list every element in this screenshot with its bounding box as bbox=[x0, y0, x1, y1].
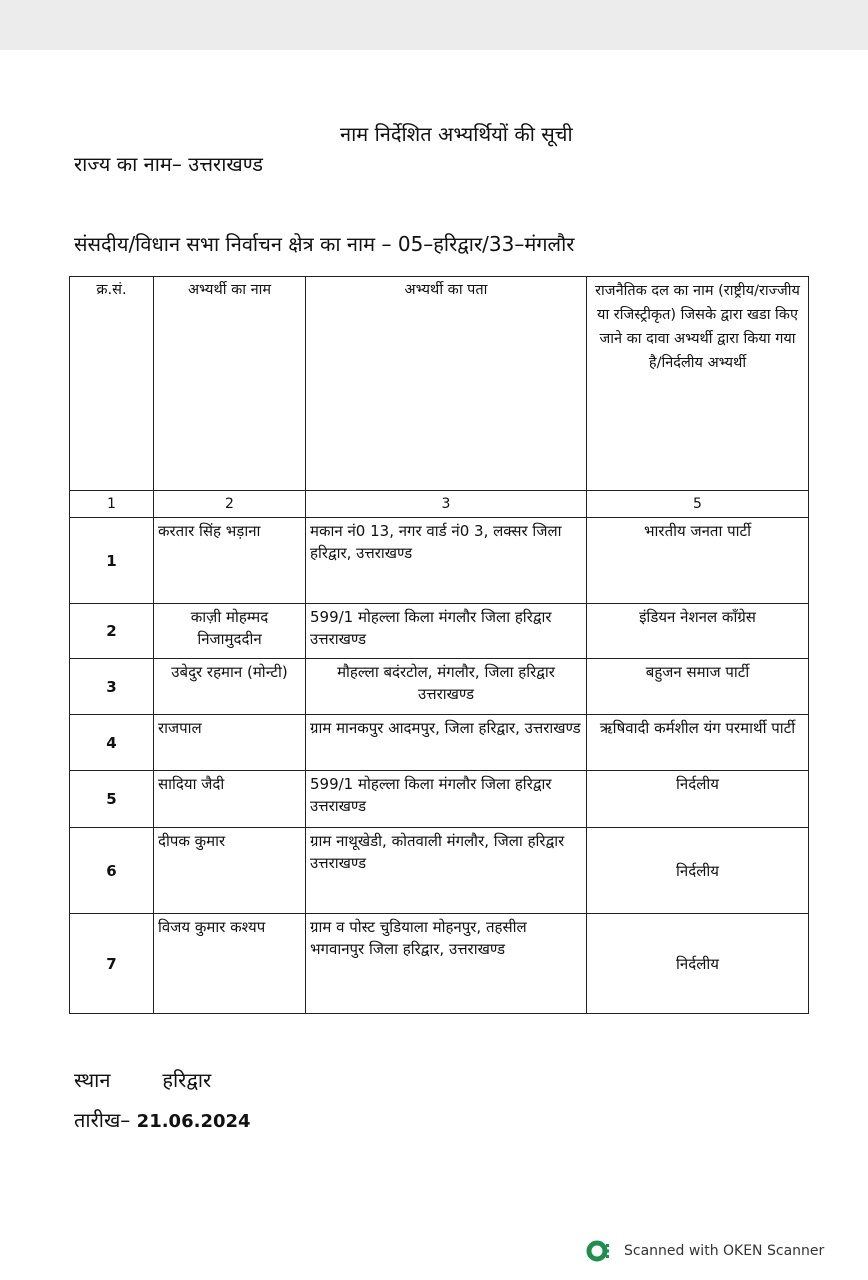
candidate-address: ग्राम नाथूखेडी, कोतवाली मंगलौर, जिला हरिद्वार उत्तराखण्ड bbox=[306, 828, 587, 914]
state-name-line: राज्य का नाम– उत्तराखण्ड bbox=[74, 152, 263, 176]
candidate-party: निर्दलीय bbox=[587, 914, 809, 1014]
candidate-address: 599/1 मोहल्ला किला मंगलौर जिला हरिद्वार उत्तराखण्ड bbox=[306, 771, 587, 828]
candidate-name: करतार सिंह भड़ाना bbox=[154, 518, 306, 604]
candidate-party: निर्दलीय bbox=[587, 828, 809, 914]
constituency-line: संसदीय/विधान सभा निर्वाचन क्षेत्र का नाम – 05–हरिद्वार/33–मंगलौर bbox=[74, 232, 575, 256]
candidate-address: मौहल्ला बदंरटोल, मंगलौर, जिला हरिद्वार उत्तराखण्ड bbox=[306, 659, 587, 715]
col-number: 3 bbox=[306, 491, 587, 518]
col-number: 1 bbox=[70, 491, 154, 518]
document-title: नाम निर्देशित अभ्यर्थियों की सूची bbox=[340, 122, 573, 146]
table-row bbox=[70, 659, 809, 715]
row-sno: 2 bbox=[70, 604, 154, 659]
table-header-row bbox=[70, 277, 809, 491]
table-row bbox=[70, 604, 809, 659]
column-number-row bbox=[70, 491, 809, 518]
candidate-address: ग्राम मानकपुर आदमपुर, जिला हरिद्वार, उत्तराखण्ड bbox=[306, 715, 587, 771]
candidate-party: निर्दलीय bbox=[587, 771, 809, 828]
candidate-party: ऋषिवादी कर्मशील यंग परमार्थी पार्टी bbox=[587, 715, 809, 771]
place-label: स्थान bbox=[74, 1068, 111, 1092]
candidate-party: भारतीय जनता पार्टी bbox=[587, 518, 809, 604]
header-party: राजनैतिक दल का नाम (राष्ट्रीय/राज्जीय या रजिस्ट्रीकृत) जिसके द्वारा खडा किए जाने का दावा अभ्यर्थी द्वारा किया गया है/निर्दलीय अभ्यर्थी bbox=[587, 277, 809, 491]
candidate-address: ग्राम व पोस्ट चुडियाला मोहनपुर, तहसील भगवानपुर जिला हरिद्वार, उत्तराखण्ड bbox=[306, 914, 587, 1014]
candidate-address: 599/1 मोहल्ला किला मंगलौर जिला हरिद्वार उत्तराखण्ड bbox=[306, 604, 587, 659]
candidate-party: बहुजन समाज पार्टी bbox=[587, 659, 809, 715]
col-number: 2 bbox=[154, 491, 306, 518]
row-sno: 6 bbox=[70, 828, 154, 914]
scanner-watermark bbox=[586, 1240, 824, 1262]
place-line bbox=[74, 1066, 211, 1093]
header-address: अभ्यर्थी का पता bbox=[306, 277, 587, 491]
row-sno: 7 bbox=[70, 914, 154, 1014]
date-line bbox=[74, 1106, 251, 1133]
candidate-name: सादिया जैदी bbox=[154, 771, 306, 828]
col-number: 5 bbox=[587, 491, 809, 518]
date-value: 21.06.2024 bbox=[136, 1111, 251, 1132]
date-label: तारीख– bbox=[74, 1108, 131, 1132]
candidate-name: उबेदुर रहमान (मोन्टी) bbox=[154, 659, 306, 715]
place-value: हरिद्वार bbox=[162, 1068, 212, 1092]
candidate-party: इंडियन नेशनल काँग्रेस bbox=[587, 604, 809, 659]
scan-top-bar bbox=[0, 0, 868, 50]
scanner-text: Scanned with OKEN Scanner bbox=[624, 1243, 825, 1259]
table-row bbox=[70, 715, 809, 771]
candidate-name: राजपाल bbox=[154, 715, 306, 771]
header-name: अभ्यर्थी का नाम bbox=[154, 277, 306, 491]
row-sno: 1 bbox=[70, 518, 154, 604]
table-row bbox=[70, 914, 809, 1014]
candidate-name: दीपक कुमार bbox=[154, 828, 306, 914]
candidate-address: मकान नं0 13, नगर वार्ड नं0 3, लक्सर जिला हरिद्वार, उत्तराखण्ड bbox=[306, 518, 587, 604]
candidates-table bbox=[69, 276, 809, 1014]
candidate-name: काज़ी मोहम्मद निजामुददीन bbox=[154, 604, 306, 659]
table-row bbox=[70, 771, 809, 828]
header-sno: क्र.सं. bbox=[70, 277, 154, 491]
table-row bbox=[70, 518, 809, 604]
row-sno: 3 bbox=[70, 659, 154, 715]
row-sno: 5 bbox=[70, 771, 154, 828]
row-sno: 4 bbox=[70, 715, 154, 771]
candidate-name: विजय कुमार कश्यप bbox=[154, 914, 306, 1014]
oken-scanner-logo-icon bbox=[586, 1240, 616, 1262]
table-row bbox=[70, 828, 809, 914]
